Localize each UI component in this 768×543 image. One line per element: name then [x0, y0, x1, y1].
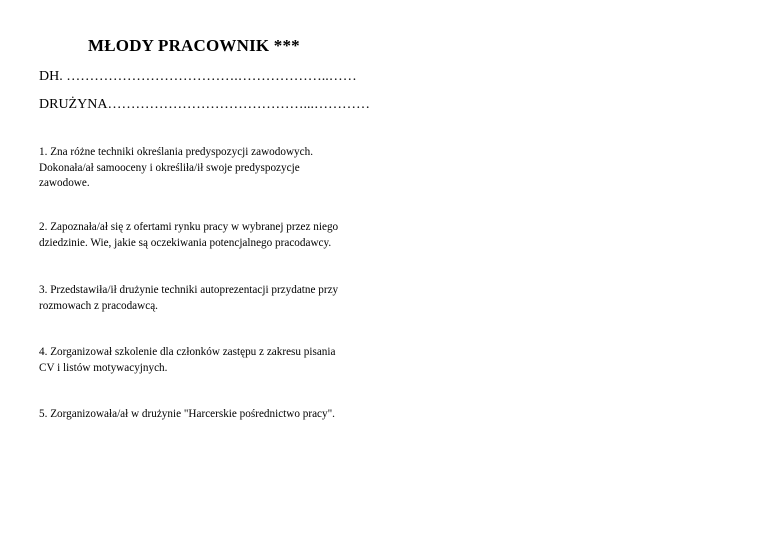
requirement-item-1: 1. Zna różne techniki określania predyspozycji zawodowych. Dokonała/ał samooceny i określiła/ił swoje predyspozycje zawodowe.: [39, 146, 313, 189]
druzyna-field: DRUŻYNA……………………………………...…………: [39, 97, 370, 112]
dh-field: DH. ……………………………….………………..……: [39, 69, 357, 84]
requirement-item-5: 5. Zorganizowała/ał w drużynie "Harcerskie pośrednictwo pracy".: [39, 408, 335, 420]
requirement-item-3: 3. Przedstawiła/ił drużynie techniki autoprezentacji przydatne przy rozmowach z pracodawcą.: [39, 284, 339, 312]
requirement-item-2: 2. Zapoznała/ał się z ofertami rynku pracy w wybranej przez niego dziedzinie. Wie, jakie są oczekiwania potencjalnego pracodawcy.: [39, 221, 339, 249]
requirement-item-4: 4. Zorganizował szkolenie dla członków zastępu z zakresu pisania CV i listów motywacyjnych.: [39, 346, 336, 374]
document-title: MŁODY PRACOWNIK ***: [88, 36, 300, 55]
